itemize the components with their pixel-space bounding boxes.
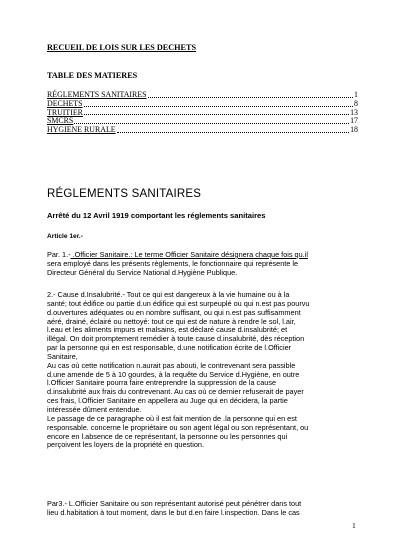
paragraph-line: Sanitaire, — [47, 351, 78, 361]
toc-dot-leader — [84, 106, 354, 107]
decree-title: Arrêté du 12 Avril 1919 comportant les réglements sanitaires — [47, 211, 266, 220]
toc-dot-leader — [117, 132, 350, 133]
toc-entry-page: 1 — [354, 90, 358, 99]
paragraph-heading: Par. 1.- — [47, 250, 71, 259]
paragraph-line: santé; tout édifice ou partie d.un édifice qui est surpeuplé ou qui n.est pas pourvu — [47, 298, 310, 308]
document-title: RECUEIL DE LOIS SUR LES DECHETS — [47, 43, 197, 52]
toc-entry-label[interactable]: DECHETS — [47, 98, 83, 108]
toc-entry-label[interactable]: SMCRS — [47, 116, 74, 126]
toc-entry-label[interactable]: HYGIENE RURALE — [47, 125, 116, 135]
paragraph-text: L.Officier Sanitaire ou son représentant autorisé peut pénétrer dans tout — [66, 499, 302, 508]
paragraph-line: d.une amende de 5 à 10 gourdes, à la requête du Service d.Hygiène, en outre — [47, 369, 300, 379]
paragraph-line: aéré, drainé, éclairé ou nettoyé: tout ce qui est de nature à rendre le sol, l.air, — [47, 316, 296, 326]
paragraph-line: sera employé dans les présents règlements, le fonctionnaire qui représente le — [47, 258, 299, 268]
toc-dot-leader — [148, 97, 354, 98]
toc-entry-page: 8 — [354, 98, 358, 108]
toc-entry-dechets[interactable] — [47, 100, 358, 109]
paragraph-line: intéressée dûment entendue. — [47, 404, 142, 414]
paragraph-line: d.ouvertures adéquates ou en nombre suffisant, ou qui n.est pas suffisamment — [47, 307, 301, 317]
paragraph-line: d.insalubrité aux frais du contrevenant. Au cas où ce dernier refuserait de payer — [47, 387, 304, 397]
toc-entry-truitier[interactable] — [47, 109, 358, 118]
paragraph-1 — [47, 251, 365, 278]
paragraph-text: Cause d.Insalubrité.- Tout ce qui est dangereux à la vie humaine ou à la — [55, 290, 290, 299]
toc-heading: TABLE DES MATIERES — [47, 71, 138, 80]
toc-entry-page: 17 — [350, 116, 358, 126]
paragraph-line: Au cas où cette notification n.aurait pas abouti, le contrevenant sera passible — [47, 360, 296, 370]
paragraph-line: lieu d.habitation à tout moment, dans le but d.en faire l.inspection. Dans le cas — [47, 507, 300, 517]
toc-entry-hygiene-rurale[interactable] — [47, 126, 358, 135]
article-label: Article 1er.- — [47, 233, 83, 240]
toc-entry-label[interactable]: RÉGLEMENTS SANITAIRES — [47, 90, 147, 99]
section-title: RÉGLEMENTS SANITAIRES — [47, 188, 202, 200]
paragraph-text: .Officier Sanitaire.: Le terme Officier Sanitaire désignera chaque fois qu.il — [70, 250, 308, 259]
toc-entry-label[interactable]: TRUITIER — [47, 107, 83, 117]
table-of-contents — [47, 91, 358, 135]
paragraph-line: par la personne qui en est responsable, d.une notification écrite de l.Officier — [47, 343, 292, 353]
paragraph-line: perçoivent les loyers de la propriété en question. — [47, 440, 204, 450]
page-number: 1 — [352, 521, 356, 530]
paragraph-line: Directeur Général du Service National d.Hygiène Publique. — [47, 267, 238, 277]
paragraph-2 — [47, 291, 365, 450]
toc-entry-page: 13 — [350, 107, 358, 117]
toc-dot-leader — [74, 123, 349, 124]
paragraph-line: l.Officier Sanitaire pourra faire entreprendre la suppression de la cause — [47, 378, 277, 388]
paragraph-3 — [47, 500, 365, 518]
toc-entry-page: 18 — [350, 125, 358, 135]
paragraph-line: l.eau et les aliments impurs et malsains, est déclaré cause d.insalubrité; et — [47, 325, 288, 335]
paragraph-line: illégal. On doit promptement remédier à toute cause d.insalubrité, dès réception — [47, 334, 305, 344]
paragraph-line: responsable. concerne le propriétaire ou son agent légal ou son représentant, ou — [47, 422, 309, 432]
paragraph-heading: 2.- — [47, 290, 56, 299]
toc-entry-reglements-sanitaires[interactable] — [47, 91, 358, 100]
paragraph-line: encore en l.absence de ce représentant, la personne ou les personnes qui — [47, 431, 288, 441]
paragraph-line: ces frais, l.Officier Sanitaire en appellera au Juge qui en décidera, la partie — [47, 396, 288, 406]
paragraph-heading: Par3.- — [47, 499, 67, 508]
paragraph-line: Le passage de ce paragraphe où il est fait mention de .la personne qui en est — [47, 413, 297, 423]
toc-dot-leader — [84, 114, 349, 115]
